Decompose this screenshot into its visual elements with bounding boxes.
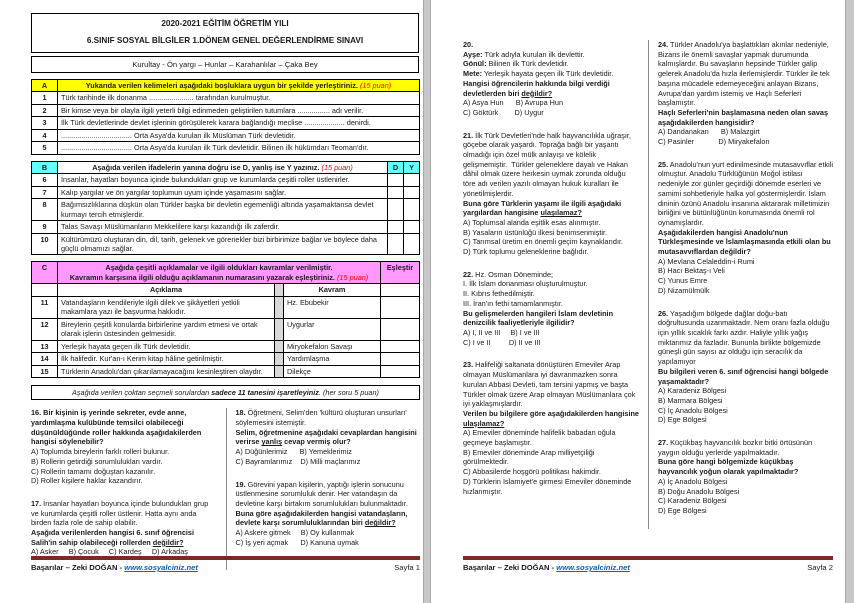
question-column-left bbox=[31, 408, 226, 570]
empty-cell bbox=[381, 284, 420, 296]
answer-cell-d bbox=[388, 186, 404, 198]
section-c-title: Aşağıda çeşitli açıklamalar ve ilgili oldukları kavramlar verilmiştir. Kavramın karşısına ilgili olduğu açıklamanın numarasını yazarak eşleştiriniz. (15 puan) bbox=[58, 262, 381, 284]
answer-cell-d bbox=[388, 174, 404, 186]
match-concept: Uygurlar bbox=[283, 318, 380, 340]
match-concept: Hz. Ebubekir bbox=[283, 296, 380, 318]
answer-cell-y bbox=[404, 233, 420, 255]
row-number: 9 bbox=[32, 221, 58, 233]
column-header-d: D bbox=[388, 161, 404, 173]
table-row bbox=[32, 353, 420, 365]
row-number: 13 bbox=[32, 340, 58, 352]
row-number: 10 bbox=[32, 233, 58, 255]
spacer-cell bbox=[274, 284, 283, 296]
word-bank: Kurultay - Ön yargı – Hunlar – Karahanlılar – Çaka Bey bbox=[31, 56, 419, 73]
table-row bbox=[32, 199, 420, 221]
table-row bbox=[32, 296, 420, 318]
row-number: 1 bbox=[32, 92, 58, 104]
answer-cell-y bbox=[404, 174, 420, 186]
row-number: 15 bbox=[32, 365, 58, 377]
question-24: 24. Türkler Anadolu'ya başlattıkları akınlar nedeniyle, Bizans ile önemli savaşlar yapmak durumunda kalmışlardır. Bu savaşların hepsinde Türkler galip gelerek Anadolu'da hızla ilerlemişlerdir. Türkler ile tek başına mücadele edemeyeceğini anlayan Bizans, Avrupa'dan yardım istemiş ve Haçlı Seferleri başlamıştır. Haçlı Seferleri'nin başlamasına neden olan savaş aşağıdakilerden hangisidir? A) Dandanakan B) Malazgirt C) Pasinler D) Miryakefalon bbox=[658, 40, 832, 147]
question-19: 19. Görevini yapan kişilerin, yaptığı işlerin sonucunu üstlenmesine sorumluluk denir. Her vatandaşın da devletine karşı birtakım sorumlulukları bulunmaktadır. Buna göre aşağıdakilerden hangisi vatandaşların, devlete karşı sorumluluklarından biri değildir? A) Askere gitmek B) Oy kullanmak C) İş yeri açmak D) Kanuna uymak bbox=[235, 479, 410, 547]
section-c-table bbox=[31, 261, 420, 378]
spacer-cell bbox=[274, 365, 283, 377]
row-number: 3 bbox=[32, 117, 58, 129]
page2-footer bbox=[463, 556, 833, 572]
answer-cell-y bbox=[404, 199, 420, 221]
column-header-y: Y bbox=[404, 161, 420, 173]
table-row bbox=[32, 186, 420, 198]
table-row bbox=[32, 221, 420, 233]
empty-cell bbox=[32, 284, 58, 296]
question-27: 27. Küçükbaş hayvancılık bozkır bitki örtüsünün yaygın olduğu yerlerde yapılmaktadır. Buna göre hangi bölgemizde küçükbaş hayvancılık yoğun olarak yapılmaktadır? A) İç Anadolu Bölgesi B) Doğu Anadolu Bölgesi C) Karadeniz Bölgesi D) Ege Bölgesi bbox=[658, 438, 815, 515]
table-row bbox=[32, 142, 420, 154]
section-a-label: A bbox=[32, 79, 58, 91]
table-row bbox=[32, 129, 420, 141]
table-row bbox=[32, 318, 420, 340]
question-column-right bbox=[226, 408, 421, 570]
section-b-table bbox=[31, 161, 420, 256]
answer-cell-y bbox=[404, 221, 420, 233]
row-number: 14 bbox=[32, 353, 58, 365]
question-column-right bbox=[648, 40, 836, 529]
footer-divider-bar bbox=[31, 556, 420, 560]
row-number: 7 bbox=[32, 186, 58, 198]
question-20: 20. Ayşe: Türk adıyla kurulan ilk devlettir. Gönül: Bilinen ilk Türk devletidir. Mete: Yerleşik hayata geçen ilk Türk devletidir. Hangisi öğrencilerin hakkında bilgi verdiği devletlerden biri değildir? A) Asya Hun B) Avrupa Hun C) Göktürk D) Uygur bbox=[463, 40, 614, 117]
fill-blank-item: İlk Türk devletlerinde devlet işlerinin görüşülerek karara bağlandığı meclise .................... denirdi. bbox=[58, 117, 420, 129]
match-concept: Yardımlaşma bbox=[283, 353, 380, 365]
question-26: 26. Yaşadığım bölgede dağlar doğu-batı doğrultusunda uzanmaktadır. Nem oranı fazla olduğu için yıllık sıcaklık farkı azdır. Haliyle yıllık yağış miktarımız da fazladır. Bununla birlikte bölgemizde güneşli gün sayısı az olduğu için seracılık da yapılamıyor Bu bilgileri veren 6. sınıf öğrencisi hangi bölgede yaşamaktadır? A) Karadeniz Bölgesi B) Marmara Bölgesi C) İç Anadolu Bölgesi D) Ege Bölgesi bbox=[658, 308, 832, 425]
question-23: 23. Halifeliği saltanata dönüştüren Emeviler Arap olmayan Müslümanlara iyi davranmazken sonra kurulan Abbasi Devleti, tam tersini yapmış ve başta Türkler olmak üzere Arap olmayan Müslümanlara çok iyi yaklaşmışlardır. Verilen bu bilgilere göre aşağıdakilerden hangisine ulaşılamaz? A) Emeviler döneminde halifelik babadan oğula geçmeye başlamıştır. B) Emeviler döneminde Arap milliyetçiliği görülmektedir. C) Abbasilerde hoşgörü politikası hakimdir. D) Türklerin İslamiyet'e girmesi Emeviler döneminde hızlanmıştır. bbox=[463, 360, 642, 496]
multiple-choice-notice: Aşağıda verilen çoktan seçmeli sorulardan sadece 11 tanesini işaretleyiniz. (her soru 5 puan) bbox=[31, 385, 420, 400]
spacer-cell bbox=[274, 353, 283, 365]
column-header-match: Eşleştir bbox=[381, 262, 420, 284]
question-area-page1 bbox=[31, 408, 420, 570]
match-answer-cell bbox=[381, 365, 420, 377]
answer-cell-y bbox=[404, 186, 420, 198]
spacer-cell bbox=[274, 296, 283, 318]
section-b-label: B bbox=[32, 161, 58, 173]
question-column-left bbox=[463, 40, 648, 529]
answer-cell-d bbox=[388, 221, 404, 233]
match-answer-cell bbox=[381, 353, 420, 365]
footer-credit bbox=[463, 563, 630, 572]
spacer-cell bbox=[274, 340, 283, 352]
author-credit: Başarılar – Zeki DOĞAN - bbox=[463, 563, 557, 572]
table-row bbox=[32, 104, 420, 116]
exam-title-box bbox=[31, 13, 419, 53]
page1-footer bbox=[31, 556, 420, 572]
match-desc: Vatandaşların kendileriyle ilgili dilek ve şikâyetleri yetkili makamlara yazı ile başvurma hakkıdır. bbox=[58, 296, 275, 318]
question-17: 17. İnsanlar hayatları boyunca içinde bulundukları grup ve kurumlarda çeşitli roller üstlenir. Hatta aynı anda birden fazla role de sahip olabilir. Aşağıda verilenlerden hangisi 6. sınıf öğrencisi Salih'in sahip olabileceği rollerden değildir? A) Asker B) Çocuk C) Kardeş D) Arkadaş bbox=[31, 498, 211, 557]
question-21: 21. İlk Türk Devletleri'nde halk hayvancılıkla uğraşır, göçebe olarak yaşardı. Toprağa bağlı bir yaşantı olmadığı için özel mülk anlayışı ve kölelik gelişmemiştir. Türkler geleneklere dayalı ve Hakan dâhil olmak üzere herkesin uymak zorunda olduğu töre adı verilen yazılı olmayan hukuk kuralları ile yönetilmişlerdir. Buna göre Türklerin yaşamı ile ilgili aşağıdaki yargılardan hangisine ulaşılamaz? A) Toplumsal alanda eşitlik esas alınmıştır. B) Yasaların üstünlüğü ilkesi benimsenmiştir. C) Tarımsal üretim en önemli geçim kaynaklarıdır. D) Türk toplumu geleneklerine bağlıdır. bbox=[463, 130, 633, 257]
page-number: Sayfa 2 bbox=[807, 563, 833, 572]
true-false-item: Bağımsızlıklarına düşkün olan Türkler başka bir devletin egemenliği altında yaşamaktansa devlet kurmayı tercih etmişlerdir. bbox=[58, 199, 388, 221]
exam-page-1 bbox=[0, 0, 424, 603]
exam-name-title: 6.SINIF SOSYAL BİLGİLER 1.DÖNEM GENEL DEĞERLENDİRME SINAVI bbox=[86, 35, 364, 45]
spacer-cell bbox=[274, 318, 283, 340]
match-desc: Türklerin Anadolu'dan çıkarılamayacağını kesinleştiren olaydır. bbox=[58, 365, 275, 377]
page-number: Sayfa 1 bbox=[394, 563, 420, 572]
question-18: 18. Öğretmeni, Selim'den 'kültürü oluşturan unsurları' söylemesini istemiştir. Selim, öğretmenine aşağıdaki cevaplardan hangisini verirse yanlış cevap vermiş olur? A) Düğünlerimiz B) Yemeklerimiz C) Bayramlarımız D) Milli maçlarımız bbox=[235, 408, 419, 466]
column-header-concept: Kavram bbox=[283, 284, 380, 296]
column-header-desc: Açıklama bbox=[58, 284, 275, 296]
true-false-item: Kültürümüzü oluşturan din, dil, tarih, gelenek ve görenekler bizi birbirimize bağlar ve böylece daha güçlü olmamızı sağlar. bbox=[58, 233, 388, 255]
row-number: 6 bbox=[32, 174, 58, 186]
table-row bbox=[32, 174, 420, 186]
table-row bbox=[32, 233, 420, 255]
exam-page-2 bbox=[430, 0, 846, 603]
question-22: 22. Hz. Osman Döneminde; I. İlk İslam donanması oluşturulmuştur. II. Kıbrıs fethedilmiştir. III. İran'ın fethi tamamlanmıştır. Bu gelişmelerden hangileri İslam devletinin denizcilik faaliyetleriyle ilgilidir? A) I, II ve III B) I ve III C) I ve II D) II ve III bbox=[463, 269, 616, 347]
match-answer-cell bbox=[381, 340, 420, 352]
match-concept: Dilekçe bbox=[283, 365, 380, 377]
table-row bbox=[32, 117, 420, 129]
question-16: 16. Bir kişinin iş yerinde sekreter, evde anne, yardımlaşma kulübünde temsilci olabileceği düşünüldüğünde roller hakkında aşağıdakilerden hangisi söylenebilir? A) Toplumda bireylerin farklı rolleri bulunur. B) Rollerin getirdiği sorumlulukları vardır. C) Rollerin tamamı doğuştan kazanılır. D) Roller kişilere haklar kazandırır. bbox=[31, 408, 204, 486]
match-desc: İlk halifedir. Kur'an-ı Kerim kitap hâline getirilmiştir. bbox=[58, 353, 275, 365]
fill-blank-item: Türk tarihinde ilk donanma ...................... tarafından kurulmuştur. bbox=[58, 92, 420, 104]
row-number: 8 bbox=[32, 199, 58, 221]
row-number: 4 bbox=[32, 129, 58, 141]
question-area-page2 bbox=[463, 40, 836, 529]
school-year-title: 2020-2021 EĞİTİM ÖĞRETİM YILI bbox=[161, 19, 289, 28]
author-credit: Başarılar – Zeki DOĞAN - bbox=[31, 563, 125, 572]
website-link[interactable]: www.sosyalciniz.net bbox=[556, 563, 630, 572]
fill-blank-item: Bir kimse veya bir olayla ilgili yeterli bilgi edinmeden geliştirilen tutumlara ................ adı verilir. bbox=[58, 104, 420, 116]
section-b-title: Aşağıda verilen ifadelerin yanına doğru ise D, yanlış ise Y yazınız. (15 puan) bbox=[58, 161, 388, 173]
website-link[interactable]: www.sosyalciniz.net bbox=[124, 563, 198, 572]
true-false-item: İnsanlar, hayatları boyunca içinde bulundukları grup ve kurumlarda çeşitli roller üstlenirler. bbox=[58, 174, 388, 186]
row-number: 12 bbox=[32, 318, 58, 340]
match-answer-cell bbox=[381, 318, 420, 340]
match-concept: Miryokefalon Savaşı bbox=[283, 340, 380, 352]
answer-cell-d bbox=[388, 233, 404, 255]
answer-cell-d bbox=[388, 199, 404, 221]
match-answer-cell bbox=[381, 296, 420, 318]
fill-blank-item: ................................... Orta Asya'da kurulan ilk Türk devletidir. Bilinen ilk hükümdarı Teoman'dır. bbox=[58, 142, 420, 154]
match-desc: Bireylerin çeşitli konularda birbirlerine yardım etmesi ve ortak olarak işlerin üstesinden gelmesidir. bbox=[58, 318, 275, 340]
table-row bbox=[32, 92, 420, 104]
footer-divider-bar bbox=[463, 556, 833, 560]
match-desc: Yerleşik hayata geçen ilk Türk devletidir. bbox=[58, 340, 275, 352]
true-false-item: Kalıp yargılar ve ön yargılar toplumun uyum içinde yaşamasını sağlar. bbox=[58, 186, 388, 198]
section-c-label: C bbox=[32, 262, 58, 284]
row-number: 5 bbox=[32, 142, 58, 154]
table-row bbox=[32, 365, 420, 377]
footer-credit bbox=[31, 563, 198, 572]
row-number: 11 bbox=[32, 296, 58, 318]
section-a-table bbox=[31, 79, 420, 155]
question-25: 25. Anadolu'nun yurt edinilmesinde mutasavvıflar etkili olmuştur. Anadolu Türklüğünün Moğol istilası nedeniyle zor günler geçirdiği dönemde eserleri ve samimi sohbetleriyle halka yol göstermişlerdir. İslam dininin özünü Anadolu insanına aktararak milletimizin birliğini ve bütünlüğünün korumasında önemli rol oynamışlardır. Aşağıdakilerden hangisi Anadolu'nun Türkleşmesinde ve İslamlaşmasında etkili olan bu mutasavvıflardan değildir? A) Mevlana Celaleddin-i Rumi B) Hacı Bektaş-ı Veli C) Yunus Emre D) Nizamülmülk bbox=[658, 159, 836, 295]
true-false-item: Talas Savaşı Müslümanların Mekkelilere karşı kazandığı ilk zaferdir. bbox=[58, 221, 388, 233]
row-number: 2 bbox=[32, 104, 58, 116]
section-a-title: Yukarıda verilen kelimeleri aşağıdaki boşluklara uygun bir şekilde yerleştiriniz. (15 puan) bbox=[58, 79, 420, 91]
fill-blank-item: ................................... Orta Asya'da kurulan ilk Müslüman Türk devletidir. bbox=[58, 129, 420, 141]
table-row bbox=[32, 340, 420, 352]
